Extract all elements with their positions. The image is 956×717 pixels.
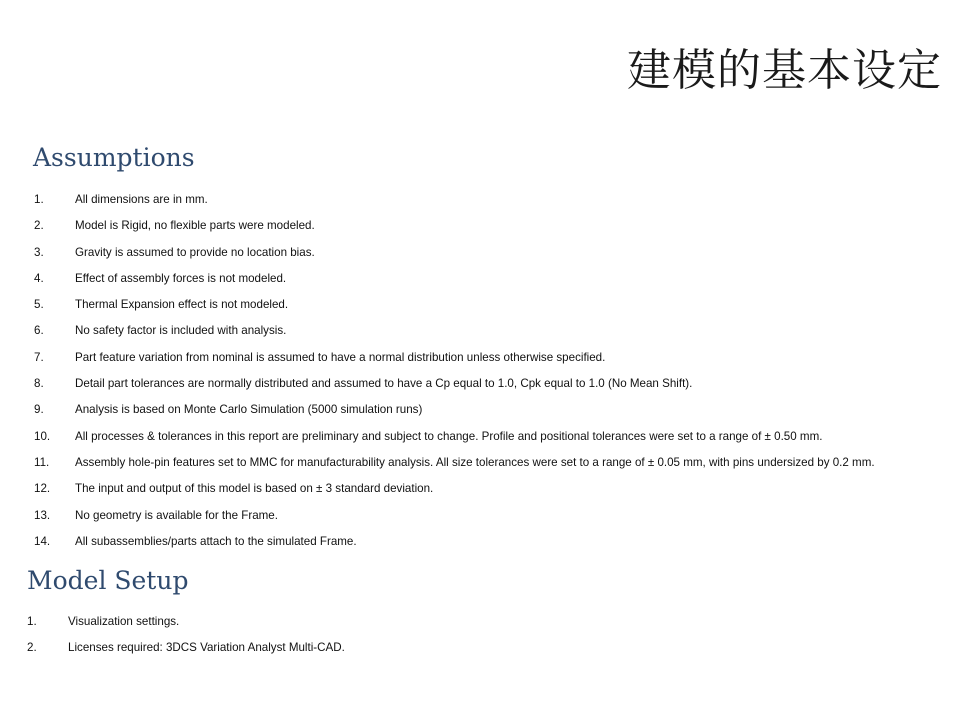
item-text: Visualization settings. [68, 615, 180, 628]
assumptions-heading: Assumptions [33, 143, 195, 172]
item-number: 6. [34, 324, 44, 338]
item-text: Analysis is based on Monte Carlo Simulation (5000 simulation runs) [75, 403, 423, 417]
item-number: 10. [34, 429, 51, 443]
item-number: 7. [34, 350, 44, 364]
list-item [27, 614, 937, 640]
list-item [34, 376, 944, 402]
item-number: 8. [34, 377, 44, 391]
item-text: Gravity is assumed to provide no location bias. [75, 245, 315, 259]
item-number: 12. [34, 482, 51, 496]
list-item [27, 640, 937, 666]
list-item [34, 429, 944, 455]
item-text: All dimensions are in mm. [75, 193, 208, 206]
item-text: All subassemblies/parts attach to the simulated Frame. [75, 534, 357, 548]
model-setup-list [27, 614, 937, 666]
item-text: Licenses required: 3DCS Variation Analyst Multi-CAD. [68, 641, 345, 654]
list-item [34, 350, 944, 376]
list-item [34, 455, 944, 481]
assumptions-list [34, 192, 944, 560]
item-number: 5. [34, 298, 44, 312]
list-item [34, 297, 944, 323]
item-number: 2. [27, 641, 37, 654]
item-text: No safety factor is included with analysis. [75, 324, 287, 338]
item-number: 3. [34, 245, 44, 259]
item-text: Assembly hole-pin features set to MMC for manufacturability analysis. All size tolerances were set to a range of ± 0.05 mm, with pins undersized by 0.2 mm. [75, 455, 875, 469]
item-text: Part feature variation from nominal is assumed to have a normal distribution unless otherwise specified. [75, 350, 606, 364]
item-text: Thermal Expansion effect is not modeled. [75, 298, 289, 312]
item-number: 9. [34, 403, 44, 417]
item-number: 1. [27, 615, 37, 628]
list-item [34, 323, 944, 349]
item-text: Model is Rigid, no flexible parts were modeled. [75, 219, 315, 233]
item-number: 13. [34, 508, 51, 522]
list-item [34, 402, 944, 428]
list-item [34, 534, 944, 560]
item-text: The input and output of this model is based on ± 3 standard deviation. [75, 482, 434, 496]
item-number: 1. [34, 193, 44, 206]
item-number: 4. [34, 271, 44, 285]
list-item [34, 218, 944, 244]
list-item [34, 192, 944, 218]
item-text: Effect of assembly forces is not modeled. [75, 271, 287, 285]
model-setup-heading: Model Setup [27, 566, 189, 595]
item-number: 11. [34, 455, 50, 469]
list-item [34, 481, 944, 507]
item-text: Detail part tolerances are normally distributed and assumed to have a Cp equal to 1.0, Cpk equal to 1.0 (No Mean Shift). [75, 377, 693, 391]
item-number: 14. [34, 534, 51, 548]
item-text: All processes & tolerances in this report are preliminary and subject to change. Profile and positional tolerances were set to a range of ± 0.50 mm. [75, 429, 823, 443]
page-title: 建模的基本设定 [627, 45, 942, 96]
list-item [34, 271, 944, 297]
item-text: No geometry is available for the Frame. [75, 508, 278, 522]
list-item [34, 245, 944, 271]
list-item [34, 508, 944, 534]
item-number: 2. [34, 219, 44, 233]
